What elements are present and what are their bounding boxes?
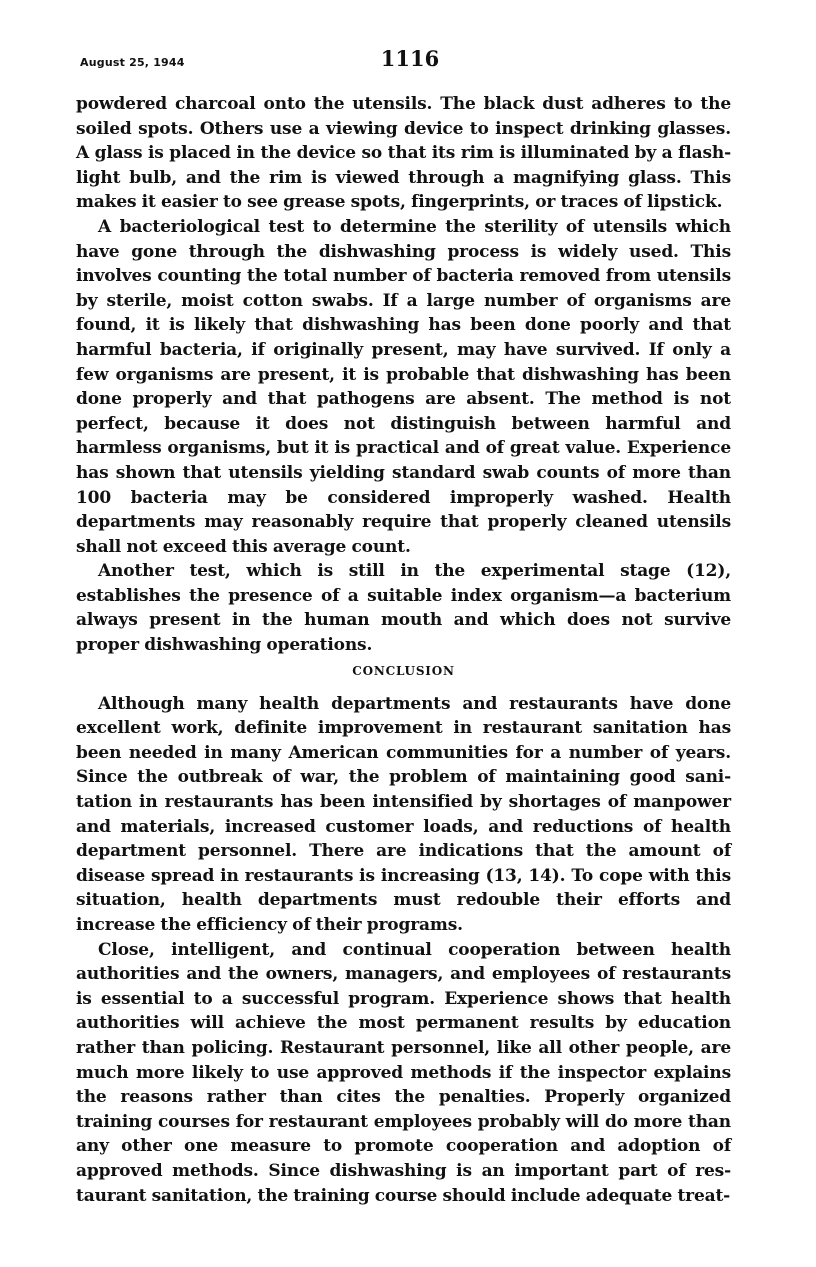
paragraph-3: Another test, which is still in the experimental stage (12), establishes the presence of a suitable index organism—a bacterium always present in the human mouth and which does not survive proper dishwashing operations. [76, 561, 731, 656]
header-date: August 25, 1944 [80, 56, 185, 69]
page-header [80, 46, 730, 76]
paragraph-4: Although many health departments and restaurants have done excellent work, definite improvement in restaurant sanitation has been needed in many American communities for a number of years. Since the outbreak of war, the problem of maintaining good sani-tation in restaurants has been intensified by shortages of manpower and materials, increased customer loads, and reductions of health department personnel. There are indications that the amount of disease spread in restaurants is increasing (13, 14). To cope with this situation, health departments must redouble their efforts and increase the efficiency of their programs. [76, 693, 731, 935]
section-heading: CONCLUSION [352, 663, 455, 678]
paragraph-5: Close, intelligent, and continual cooperation between health authorities and the owners, managers, and employees of restaurants is essential to a successful program. Experience shows that health authorities will achieve the most permanent results by education rather than policing. Restaurant personnel, like all other people, are much more likely to use approved methods if the inspector explains the reasons rather than cites the penalties. Properly organized training courses for restaurant employees probably will do more than any other one measure to promote cooperation and adoption of approved methods. Since dishwashing is an important part of res-taurant sanitation, the training course should include adequate treat- [76, 939, 731, 1206]
page-number: 1116 [380, 46, 440, 71]
body-text [76, 92, 731, 1208]
paragraph-1: powdered charcoal onto the utensils. The black dust adheres to the soiled spots. Others use a viewing device to inspect drinking glasses. A glass is placed in the device so that its rim is illuminated by a flash-light bulb, and the rim is viewed through a magnifying glass. This makes it easier to see grease spots, fingerprints, or traces of lipstick. [76, 94, 731, 213]
paragraph-2: A bacteriological test to determine the sterility of utensils which have gone through the dishwashing process is widely used. This involves counting the total number of bacteria removed from utensils by sterile, moist cotton swabs. If a large number of organisms are found, it is likely that dishwashing has been done poorly and that harmful bacteria, if originally present, may have survived. If only a few organisms are present, it is probable that dishwashing has been done properly and that pathogens are absent. The method is not perfect, because it does not distinguish between harmful and harmless organisms, but it is practical and of great value. Experience has shown that utensils yielding standard swab counts of more than 100 bacteria may be considered improperly washed. Health departments may reasonably require that properly cleaned utensils shall not exceed this average count. [76, 216, 731, 557]
